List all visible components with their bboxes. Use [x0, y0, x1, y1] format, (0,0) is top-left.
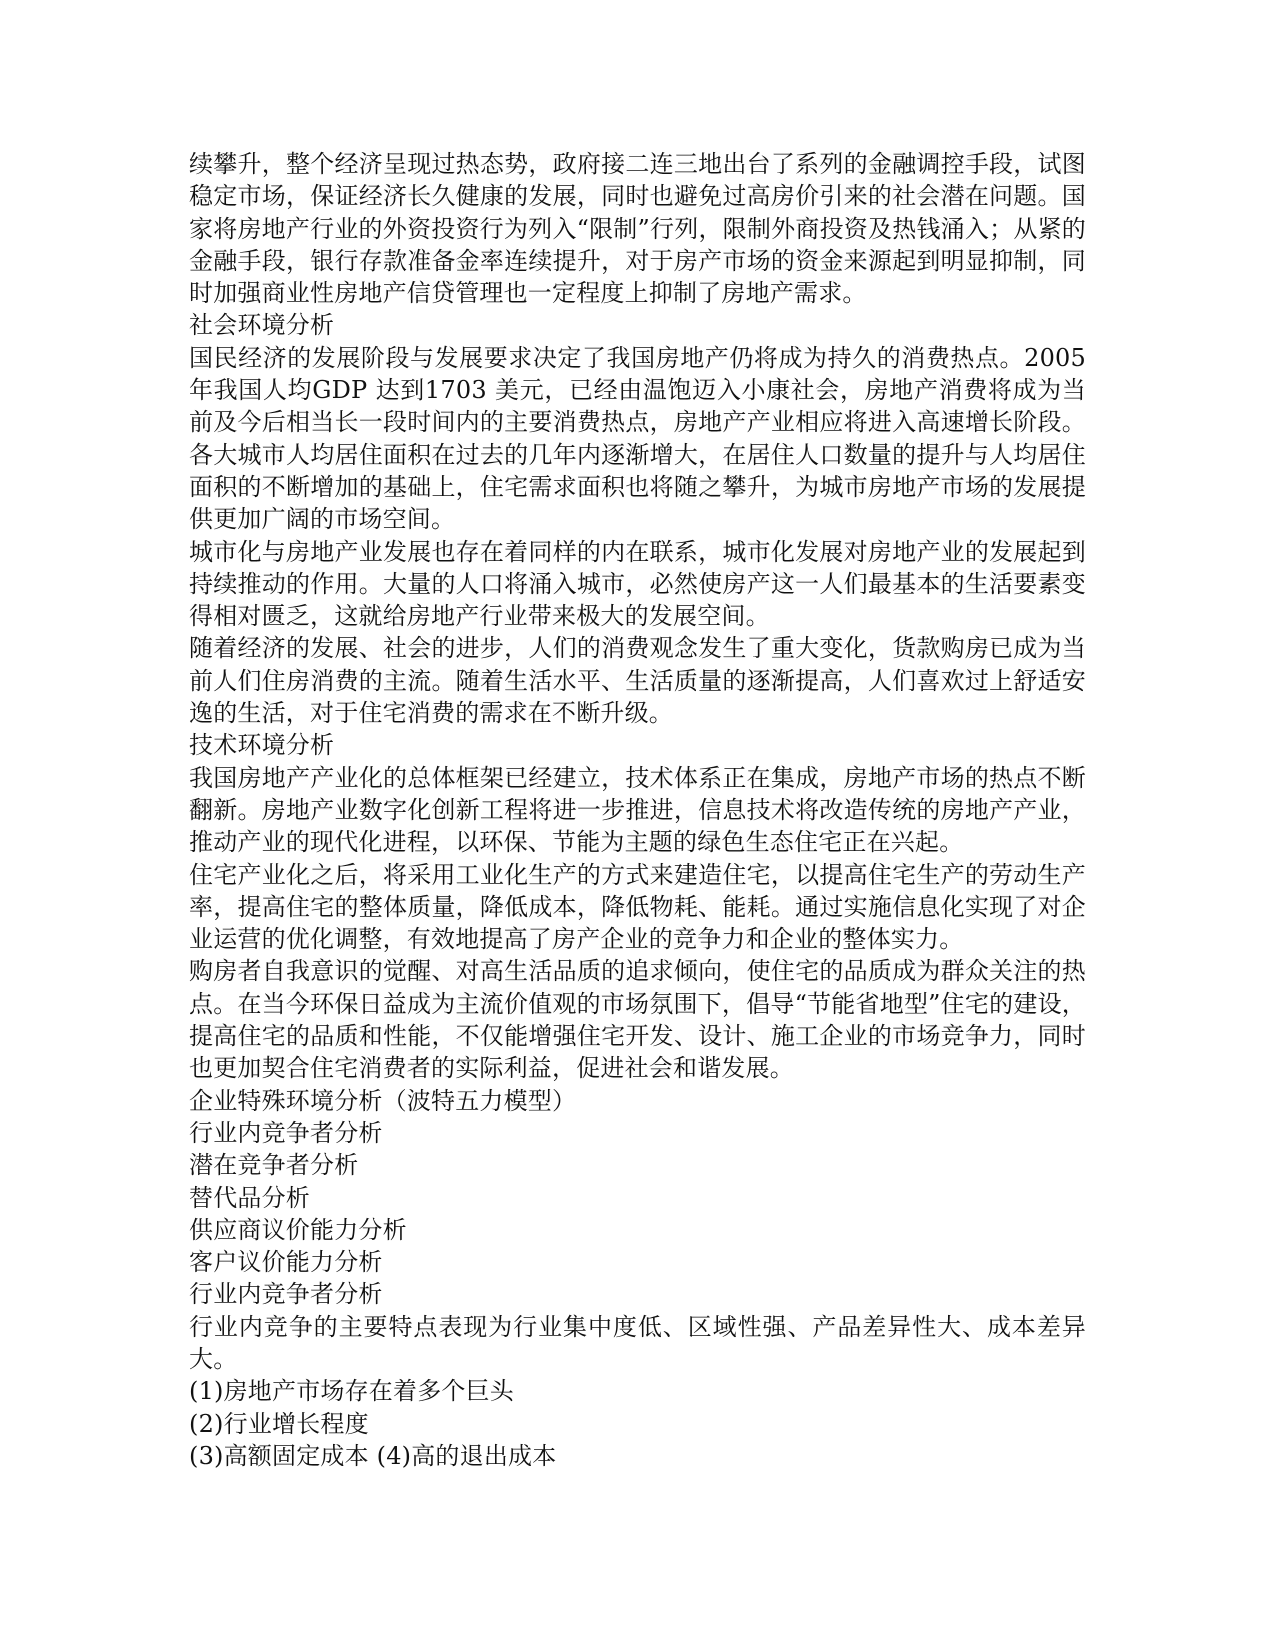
list-item-numbered-1: (1)房地产市场存在着多个巨头 [189, 1377, 514, 1406]
list-item-supplier-power: 供应商议价能力分析 [189, 1215, 407, 1244]
paragraph-macro-policy: 续攀升，整个经济呈现过热态势，政府接二连三地出台了系列的金融调控手段，试图稳定市场，保证经济长久健康的发展，同时也避免过高房价引来的社会潜在问题。国家将房地产行业的外资投资行为列入“限制”行列，限制外商投资及热钱涌入；从紧的金融手段，银行存款准备金率连续提升，对于房产市场的资金来源起到明显抑制，同时加强商业性房地产信贷管理也一定程度上抑制了房地产需求。 [189, 150, 1086, 308]
heading-porter-five-forces: 企业特殊环境分析（波特五力模型） [189, 1086, 577, 1115]
heading-technology-environment: 技术环境分析 [189, 731, 335, 760]
paragraph-industry-competition: 行业内竞争的主要特点表现为行业集中度低、区域性强、产品差异性大、成本差异大。 [189, 1312, 1086, 1373]
list-item-industry-competitors: 行业内竞争者分析 [189, 1118, 383, 1147]
paragraph-social-2: 城市化与房地产业发展也存在着同样的内在联系，城市化发展对房地产业的发展起到持续推动的作用。大量的人口将涌入城市，必然使房产这一人们最基本的生活要素变得相对匮乏，这就给房地产行业带来极大的发展空间。 [189, 537, 1086, 631]
document-body [189, 148, 1086, 1472]
list-item-substitutes: 替代品分析 [189, 1183, 310, 1212]
paragraph-social-1: 国民经济的发展阶段与发展要求决定了我国房地产仍将成为持久的消费热点。2005年我国人均GDP 达到1703 美元，已经由温饱迈入小康社会，房地产消费将成为当前及今后相当长一段时间内的主要消费热点，房地产产业相应将进入高速增长阶段。各大城市人均居住面积在过去的几年内逐渐增大，在居住人口数量的提升与人均居住面积的不断增加的基础上，住宅需求面积也将随之攀升，为城市房地产市场的发展提供更加广阔的市场空间。 [189, 343, 1086, 534]
paragraph-technology-1: 我国房地产产业化的总体框架已经建立，技术体系正在集成，房地产市场的热点不断翻新。房地产业数字化创新工程将进一步推进，信息技术将改造传统的房地产产业，推动产业的现代化进程，以环保、节能为主题的绿色生态住宅正在兴起。 [189, 763, 1086, 857]
list-item-customer-power: 客户议价能力分析 [189, 1248, 383, 1277]
heading-industry-competitors: 行业内竞争者分析 [189, 1280, 383, 1309]
list-item-potential-competitors: 潜在竞争者分析 [189, 1151, 359, 1180]
paragraph-technology-2: 住宅产业化之后，将采用工业化生产的方式来建造住宅，以提高住宅生产的劳动生产率，提高住宅的整体质量，降低成本，降低物耗、能耗。通过实施信息化实现了对企业运营的优化调整，有效地提高了房产企业的竞争力和企业的整体实力。 [189, 860, 1086, 954]
heading-social-environment: 社会环境分析 [189, 311, 335, 340]
paragraph-technology-3: 购房者自我意识的觉醒、对高生活品质的追求倾向，使住宅的品质成为群众关注的热点。在当今环保日益成为主流价值观的市场氛围下，倡导“节能省地型”住宅的建设，提高住宅的品质和性能，不仅能增强住宅开发、设计、施工企业的市场竞争力，同时也更加契合住宅消费者的实际利益，促进社会和谐发展。 [189, 957, 1086, 1083]
list-item-numbered-2: (2)行业增长程度 [189, 1409, 369, 1438]
list-item-numbered-3-4: (3)高额固定成本 (4)高的退出成本 [189, 1441, 557, 1470]
paragraph-social-3: 随着经济的发展、社会的进步，人们的消费观念发生了重大变化，货款购房已成为当前人们住房消费的主流。随着生活水平、生活质量的逐渐提高，人们喜欢过上舒适安逸的生活，对于住宅消费的需求在不断升级。 [189, 634, 1086, 728]
